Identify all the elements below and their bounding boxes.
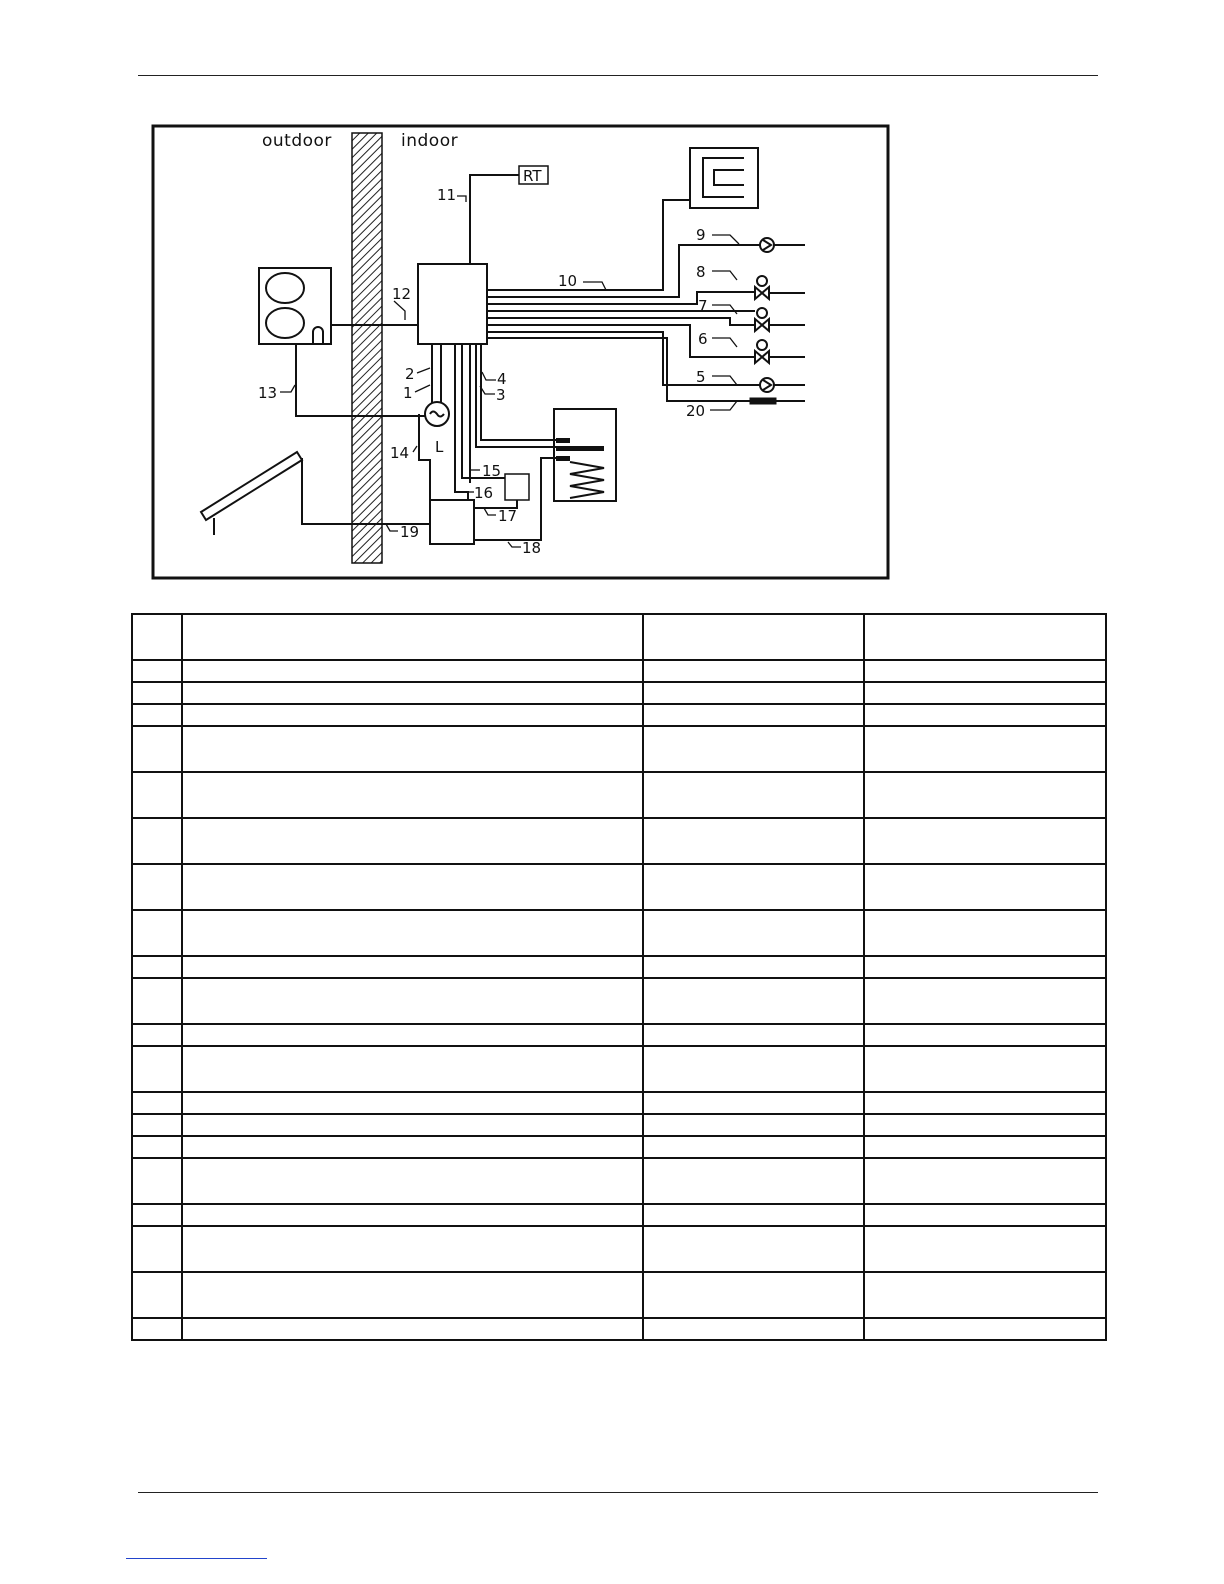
table-row xyxy=(132,910,1106,956)
diagram-frame xyxy=(153,126,888,578)
table-cell xyxy=(864,956,1106,978)
table-cell xyxy=(643,1318,864,1340)
table-row xyxy=(132,1272,1106,1318)
table-row xyxy=(132,772,1106,818)
table-row xyxy=(132,1114,1106,1136)
table-cell xyxy=(864,1136,1106,1158)
table-cell xyxy=(864,864,1106,910)
table-cell xyxy=(864,660,1106,682)
callout-7: 7 xyxy=(698,297,708,315)
heater-20 xyxy=(750,398,805,404)
table-cell xyxy=(643,1272,864,1318)
callout-4: 4 xyxy=(497,370,507,388)
table-cell xyxy=(643,1226,864,1272)
callout-18: 18 xyxy=(522,539,542,557)
table-cell xyxy=(182,682,643,704)
table-cell xyxy=(643,614,864,660)
table-cell xyxy=(132,1272,182,1318)
table-cell xyxy=(643,818,864,864)
callout-12: 12 xyxy=(392,285,412,303)
table-cell xyxy=(643,704,864,726)
table-cell xyxy=(643,864,864,910)
table-row xyxy=(132,1092,1106,1114)
table-row xyxy=(132,978,1106,1024)
table-cell xyxy=(643,1136,864,1158)
table-cell xyxy=(182,1272,643,1318)
callout-16: 16 xyxy=(474,484,494,502)
callout-13: 13 xyxy=(258,384,278,402)
outdoor-unit xyxy=(259,268,331,344)
table-cell xyxy=(182,1114,643,1136)
label-indoor: indoor xyxy=(401,131,459,151)
valve-7 xyxy=(755,308,805,331)
table-cell xyxy=(182,1136,643,1158)
table-cell xyxy=(182,1226,643,1272)
table-cell xyxy=(864,1092,1106,1114)
table-cell xyxy=(132,1318,182,1340)
table-cell xyxy=(132,1114,182,1136)
table-cell xyxy=(182,614,643,660)
table-cell xyxy=(132,614,182,660)
pump-9 xyxy=(760,238,805,252)
table-cell xyxy=(182,1092,643,1114)
table-row xyxy=(132,660,1106,682)
table-row xyxy=(132,704,1106,726)
system-wiring-diagram xyxy=(0,0,1224,600)
floor-heating-panel xyxy=(690,148,758,208)
label-outdoor: outdoor xyxy=(262,131,332,151)
table-cell xyxy=(182,910,643,956)
table-cell xyxy=(864,1024,1106,1046)
table-cell xyxy=(864,772,1106,818)
table-cell xyxy=(132,1092,182,1114)
callout-10: 10 xyxy=(558,272,578,290)
table-cell xyxy=(182,1046,643,1092)
table-cell xyxy=(864,614,1106,660)
table-cell xyxy=(643,1204,864,1226)
sensor-box xyxy=(505,474,529,500)
table-cell xyxy=(643,660,864,682)
table-cell xyxy=(643,1158,864,1204)
table-cell xyxy=(864,1046,1106,1092)
table-cell xyxy=(643,1092,864,1114)
parts-table xyxy=(131,613,1107,1341)
table-cell xyxy=(182,956,643,978)
table-row xyxy=(132,1046,1106,1092)
footer-rule xyxy=(138,1492,1098,1493)
table-cell xyxy=(182,1204,643,1226)
table-row xyxy=(132,1136,1106,1158)
table-cell xyxy=(864,704,1106,726)
callout-17: 17 xyxy=(498,507,518,525)
pump-5 xyxy=(760,378,805,392)
wire-11 xyxy=(470,175,519,264)
table-row xyxy=(132,1204,1106,1226)
table-cell xyxy=(132,818,182,864)
table-row xyxy=(132,1158,1106,1204)
callout-8: 8 xyxy=(696,263,706,281)
table-cell xyxy=(643,772,864,818)
table-cell xyxy=(132,910,182,956)
table-cell xyxy=(132,1046,182,1092)
control-box xyxy=(418,264,487,344)
table-cell xyxy=(132,726,182,772)
callout-3: 3 xyxy=(496,386,506,404)
table-cell xyxy=(132,864,182,910)
table-cell xyxy=(132,1024,182,1046)
table-cell xyxy=(132,772,182,818)
table-cell xyxy=(132,1226,182,1272)
table-row xyxy=(132,726,1106,772)
callout-leaders xyxy=(280,196,739,547)
valve-8 xyxy=(755,276,805,299)
callout-1: 1 xyxy=(403,384,413,402)
table-cell xyxy=(864,1226,1106,1272)
table-cell xyxy=(864,682,1106,704)
table-cell xyxy=(182,864,643,910)
table-row xyxy=(132,818,1106,864)
wall xyxy=(352,133,382,563)
table-row xyxy=(132,864,1106,910)
table-cell xyxy=(132,682,182,704)
callout-14: 14 xyxy=(390,444,410,462)
table-cell xyxy=(182,1158,643,1204)
table-row xyxy=(132,614,1106,660)
table-cell xyxy=(132,1204,182,1226)
table-cell xyxy=(864,1114,1106,1136)
solar-controller xyxy=(430,500,474,544)
table-row xyxy=(132,1318,1106,1340)
table-cell xyxy=(864,978,1106,1024)
valve-6 xyxy=(755,340,805,363)
table-cell xyxy=(643,1046,864,1092)
table-cell xyxy=(864,1272,1106,1318)
table-cell xyxy=(864,1318,1106,1340)
table-cell xyxy=(182,978,643,1024)
control-output-wires xyxy=(487,200,760,401)
water-tank xyxy=(554,409,616,501)
table-row xyxy=(132,1226,1106,1272)
table-cell xyxy=(132,704,182,726)
table-cell xyxy=(643,726,864,772)
table-cell xyxy=(182,726,643,772)
power-supply-label: L xyxy=(435,438,444,456)
table-cell xyxy=(643,910,864,956)
table-cell xyxy=(864,1158,1106,1204)
table-cell xyxy=(182,1024,643,1046)
table-cell xyxy=(182,818,643,864)
table-cell xyxy=(864,1204,1106,1226)
table-cell xyxy=(132,978,182,1024)
solar-collector xyxy=(201,452,430,535)
table-cell xyxy=(132,660,182,682)
table-cell xyxy=(643,1114,864,1136)
callout-15: 15 xyxy=(482,462,502,480)
table-cell xyxy=(182,660,643,682)
callout-6: 6 xyxy=(698,330,708,348)
table-cell xyxy=(643,1024,864,1046)
callout-11: 11 xyxy=(437,186,457,204)
callout-9: 9 xyxy=(696,226,706,244)
table-cell xyxy=(182,1318,643,1340)
callout-19: 19 xyxy=(400,523,420,541)
table-row xyxy=(132,682,1106,704)
table-cell xyxy=(182,772,643,818)
table-cell xyxy=(643,956,864,978)
table-row xyxy=(132,956,1106,978)
callout-5: 5 xyxy=(696,368,706,386)
table-row xyxy=(132,1024,1106,1046)
callout-2: 2 xyxy=(405,365,415,383)
footnote-link-underline xyxy=(126,1558,267,1559)
table-cell xyxy=(864,910,1106,956)
table-cell xyxy=(864,818,1106,864)
table-cell xyxy=(132,1136,182,1158)
callout-20: 20 xyxy=(686,402,706,420)
table-cell xyxy=(643,978,864,1024)
table-cell xyxy=(643,682,864,704)
table-cell xyxy=(864,726,1106,772)
table-cell xyxy=(182,704,643,726)
table-cell xyxy=(132,956,182,978)
room-thermostat-label: RT xyxy=(523,167,542,185)
table-cell xyxy=(132,1158,182,1204)
